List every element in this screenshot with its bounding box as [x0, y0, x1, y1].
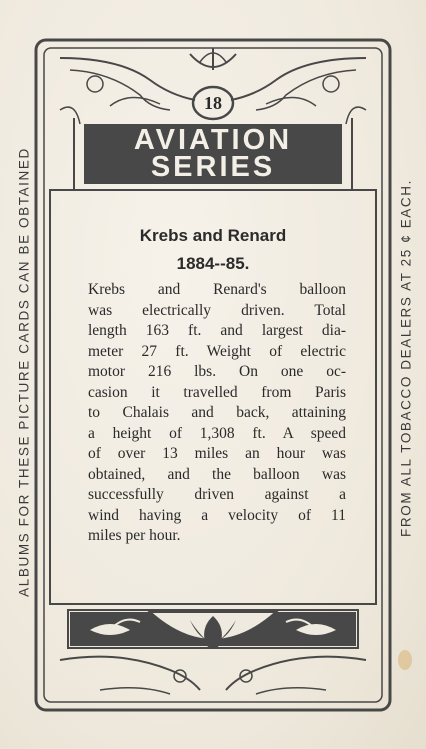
description-line: to Chalais and back, attaining	[88, 404, 346, 421]
description-line: motor 216 lbs. On one oc-	[88, 363, 346, 380]
description-line: of over 13 miles an hour was	[88, 445, 346, 462]
card-heading: Krebs and Renard	[139, 226, 287, 245]
description-line: miles per hour.	[88, 527, 181, 544]
card-years: 1884--85.	[176, 254, 250, 273]
description-line: obtained, and the balloon was	[88, 465, 346, 483]
description-line: casion it travelled from Paris	[88, 383, 346, 401]
series-title-line2: SERIES	[150, 151, 276, 183]
paper-stain	[398, 650, 412, 670]
series-title-line1: AVIATION	[133, 124, 293, 156]
description-line: successfully driven against a	[88, 486, 346, 503]
description-line: meter 27 ft. Weight of electric	[88, 342, 346, 360]
description-line: wind having a velocity of 11	[88, 506, 346, 524]
description-line: length 163 ft. and largest dia-	[88, 322, 346, 339]
card-number: 18	[204, 92, 222, 113]
card-description	[88, 280, 346, 547]
left-margin-text: ALBUMS FOR THESE PICTURE CARDS CAN BE OBTAINED	[16, 147, 32, 597]
right-margin-text: FROM ALL TOBACCO DEALERS AT 25 ¢ EACH.	[398, 179, 414, 537]
description-line: Krebs and Renard's balloon	[88, 281, 346, 298]
description-line: a height of 1,308 ft. A speed	[88, 424, 346, 442]
series-title-plate	[84, 124, 342, 184]
description-line: was electrically driven. Total	[88, 301, 346, 319]
